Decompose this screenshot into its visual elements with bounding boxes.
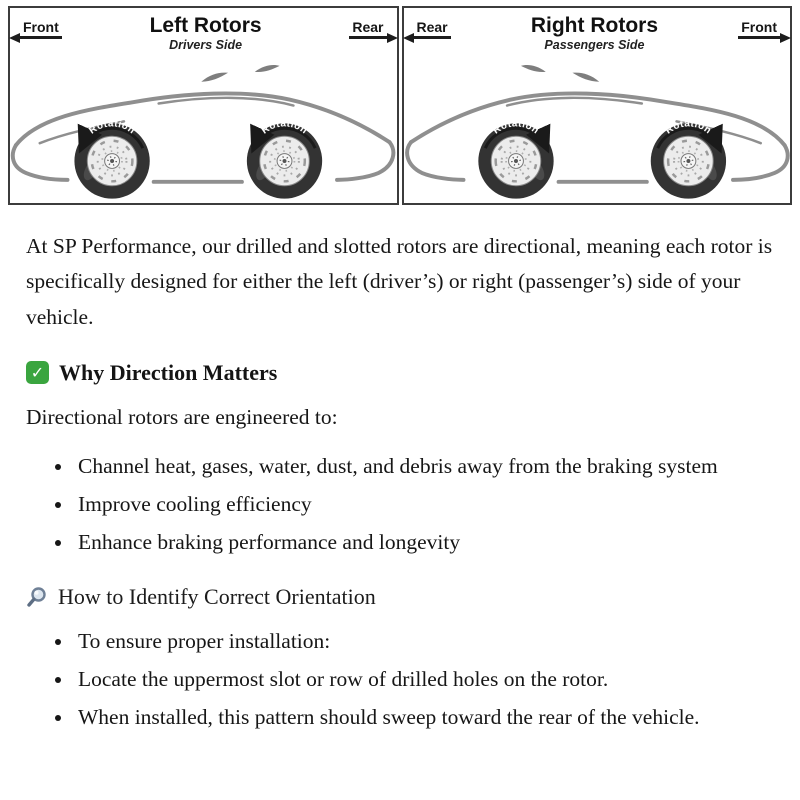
right-rotors-panel	[402, 6, 793, 205]
why-direction-lead: Directional rotors are engineered to:	[26, 404, 338, 429]
car-body	[13, 65, 394, 182]
magnifier-icon	[26, 586, 48, 608]
intro-paragraph: At SP Performance, our drilled and slotted rotors are directional, meaning each rotor is specifically designed for either the left (driver’s) or right (passenger’s) side of your vehicle.	[26, 233, 773, 330]
check-badge-icon: ✓	[26, 361, 49, 384]
panel-subtitle: Passengers Side	[544, 38, 645, 53]
left-arrow-icon	[9, 33, 20, 43]
front-wheel-rotor	[650, 123, 725, 198]
right-arrow-icon	[387, 33, 398, 43]
rotation-label: Rotation	[259, 118, 310, 137]
rotation-label: Rotation	[87, 118, 138, 137]
rotation-label: Rotation	[490, 118, 541, 137]
article-content	[8, 205, 792, 735]
right-arrow-icon	[780, 33, 791, 43]
panel-title: Right Rotors	[530, 14, 659, 37]
rear-wheel-rotor	[247, 123, 322, 198]
front-direction-label	[738, 19, 780, 39]
left-rotors-panel	[8, 6, 399, 205]
why-direction-heading	[26, 360, 774, 386]
direction-text: Rear	[352, 19, 384, 35]
direction-text: Front	[741, 19, 777, 35]
rear-wheel-rotor	[478, 123, 553, 198]
rear-direction-label	[414, 19, 451, 39]
right-panel-titles	[451, 15, 739, 52]
direction-text: Rear	[416, 19, 448, 35]
heading-text: How to Identify Correct Orientation	[58, 583, 376, 609]
panel-subtitle: Drivers Side	[169, 38, 243, 53]
front-direction-label	[20, 19, 62, 39]
orientation-bullets	[26, 624, 774, 734]
bullet-item: • Locate the uppermost slot or row of drilled holes on the rotor.	[74, 662, 774, 697]
left-car-illustration	[10, 52, 397, 203]
rear-direction-label	[349, 19, 386, 39]
mirrored-car	[407, 65, 788, 199]
bullet-item: • When installed, this pattern should sweep toward the rear of the vehicle.	[74, 700, 774, 735]
right-panel-header	[404, 8, 791, 52]
bullet-item: • Enhance braking performance and longevity	[74, 525, 774, 560]
left-panel-titles	[62, 15, 350, 52]
right-car-illustration	[404, 52, 791, 203]
bullet-item: • Improve cooling efficiency	[74, 487, 774, 522]
rotation-label: Rotation	[663, 118, 713, 137]
left-arrow-icon	[403, 33, 414, 43]
rotor-direction-diagram	[8, 6, 792, 205]
orientation-heading	[26, 584, 774, 610]
heading-text: Why Direction Matters	[59, 359, 278, 385]
left-panel-header	[10, 8, 397, 52]
bullet-item: • To ensure proper installation:	[74, 624, 774, 659]
why-direction-bullets	[26, 449, 774, 559]
panel-title: Left Rotors	[149, 14, 262, 37]
bullet-item: • Channel heat, gases, water, dust, and debris away from the braking system	[74, 449, 774, 484]
direction-text: Front	[23, 19, 59, 35]
front-wheel-rotor	[74, 123, 149, 198]
